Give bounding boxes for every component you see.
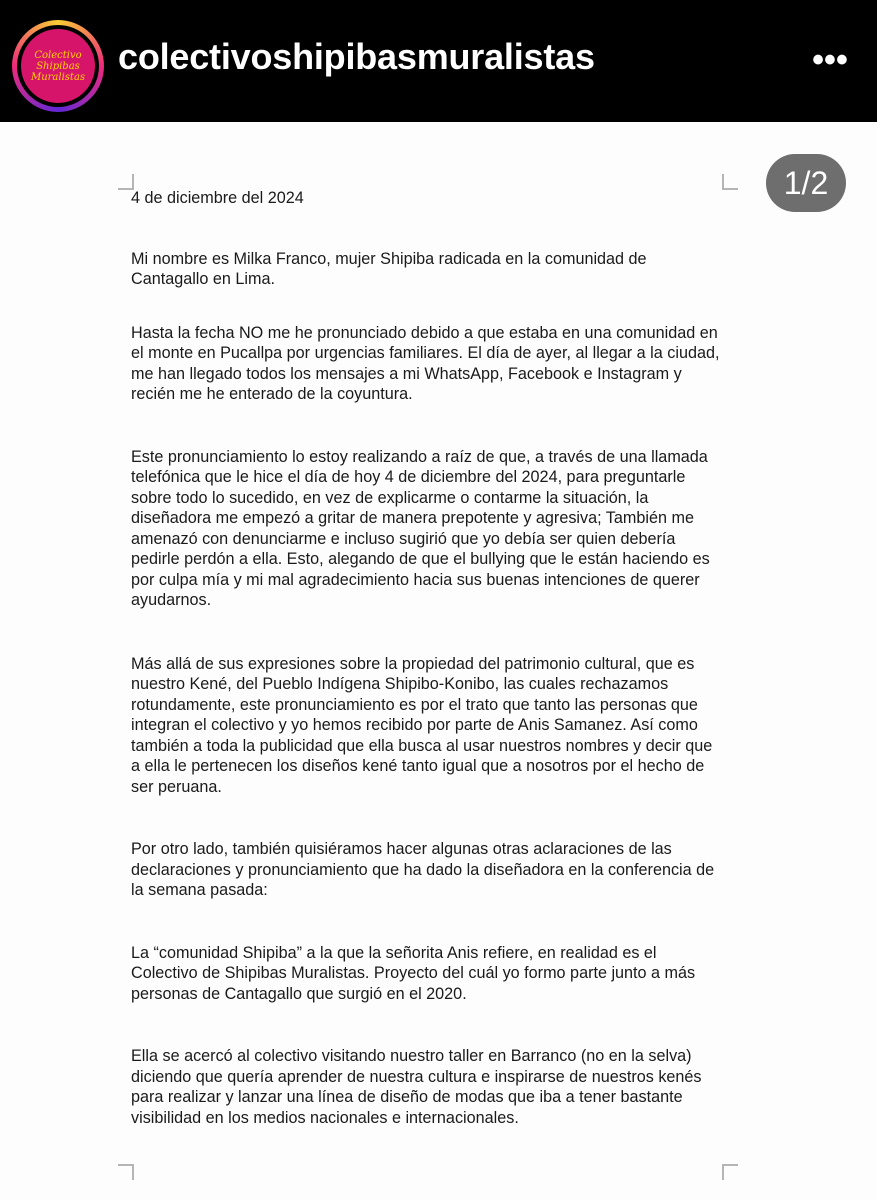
logo-line-2: Shipibas bbox=[36, 60, 80, 72]
avatar-border bbox=[17, 25, 99, 107]
more-options-icon[interactable]: ••• bbox=[812, 41, 848, 79]
page-corner-mark bbox=[722, 1164, 738, 1180]
carousel-page-indicator: 1/2 bbox=[766, 154, 846, 212]
logo-line-1: Colectivo bbox=[34, 49, 82, 61]
letter-paragraph: Por otro lado, también quisiéramos hacer algunas otras aclaraciones de las declaraciones y pronunciamiento que ha dado la diseñadora en la conferencia de la semana pasada: bbox=[131, 840, 715, 899]
post-header bbox=[0, 0, 877, 122]
collective-logo bbox=[21, 29, 95, 103]
letter-date: 4 de diciembre del 2024 bbox=[131, 189, 304, 207]
profile-avatar[interactable] bbox=[12, 20, 104, 112]
letter-paragraph: Más allá de sus expresiones sobre la propiedad del patrimonio cultural, que es nuestro Kené, del Pueblo Indígena Shipibo-Konibo, las cuales rechazamos rotundamente, este pronunciamiento es por el trato que tanto las personas que integran el colectivo y yo hemos recibido por parte de Anis Samanez. Así como también a toda la publicidad que ella busca al usar nuestros nombres y decir que a ella le pertenecen los diseños kené tanto igual que a nosotros por el hecho de ser peruana. bbox=[131, 654, 713, 796]
page-corner-mark bbox=[118, 1164, 134, 1180]
letter-document bbox=[131, 188, 721, 1128]
letter-paragraph: Mi nombre es Milka Franco, mujer Shipiba radicada en la comunidad de Cantagallo en Lima. bbox=[131, 249, 647, 288]
letter-paragraph: La “comunidad Shipiba” a la que la señorita Anis refiere, en realidad es el Colectivo de Shipibas Muralistas. Proyecto del cuál yo formo parte junto a más personas de Cantagallo que surgió en el 2020. bbox=[131, 943, 696, 1003]
letter-paragraph: Este pronunciamiento lo estoy realizando a raíz de que, a través de una llamada telefónica que le hice el día de hoy 4 de diciembre del 2024, para preguntarle sobre todo lo sucedido, en vez de explicarme o contarme la situación, la diseñadora me empezó a gritar de manera prepotente y agresiva; También me amenazó con denunciarme e incluso sugirió que yo debía ser quien debería pedirle perdón a ella. Esto, alegando de que el bullying que le están haciendo es por culpa mía y mi mal agradecimiento hacia sus buenas intenciones de querer ayudarnos. bbox=[131, 447, 710, 609]
letter-paragraph: Ella se acercó al colectivo visitando nuestro taller en Barranco (no en la selva) diciendo que quería aprender de nuestra cultura e inspirarse de nuestros kenés para realizar y lanzar una línea de diseño de modas que iba a tener bastante visibilidad en los medios nacionales e internacionales. bbox=[131, 1047, 702, 1127]
page-corner-mark bbox=[722, 174, 738, 190]
letter-paragraph: Hasta la fecha NO me he pronunciado debido a que estaba en una comunidad en el monte en Pucallpa por urgencias familiares. El día de ayer, al llegar a la ciudad, me han llegado todos los mensajes a mi WhatsApp, Facebook e Instagram y recién me he enterado de la coyuntura. bbox=[131, 323, 720, 403]
profile-username[interactable]: colectivoshipibasmuralistas bbox=[118, 36, 595, 77]
logo-line-3: Muralistas bbox=[30, 71, 86, 83]
post-image bbox=[0, 122, 877, 1200]
